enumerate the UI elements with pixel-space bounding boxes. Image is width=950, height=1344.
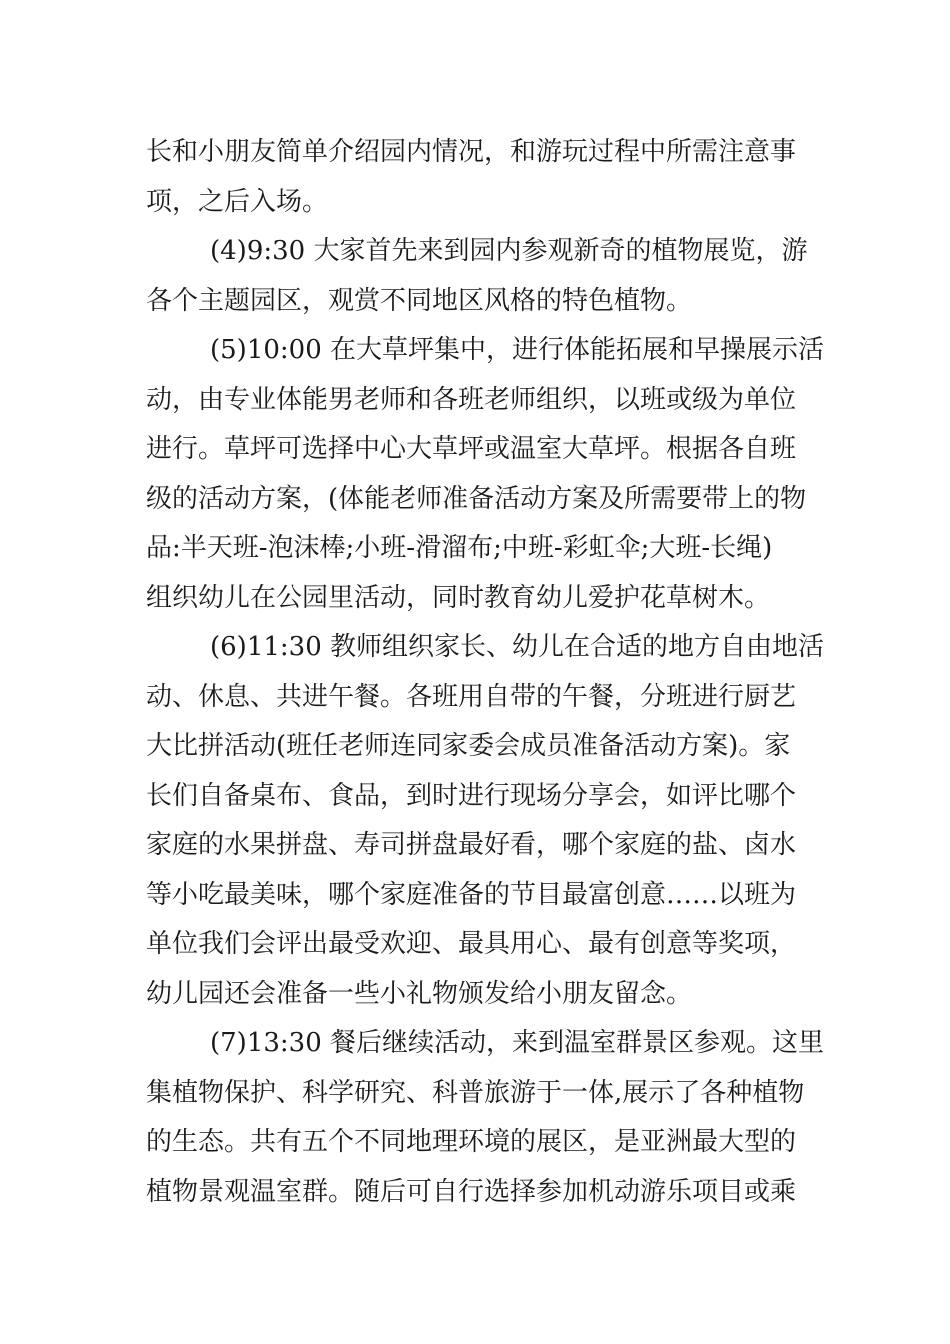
paragraph-step-5 [146,326,825,623]
text-line: 各个主题园区，观赏不同地区风格的特色植物。 [146,285,693,316]
text-line: 集植物保护、科学研究、科普旅游于一体,展示了各种植物 [146,1077,805,1108]
text-line: 组织幼儿在公园里活动，同时教育幼儿爱护花草树木。 [146,582,771,613]
text-line: 长们自备桌布、食品，到时进行现场分享会，如评比哪个 [146,780,797,811]
paragraph-intro [146,128,806,227]
document-body [146,128,825,1217]
text-line: (6)11:30 教师组织家长、幼儿在合适的地方自由地活 [210,632,825,662]
text-line: 项，之后入场。 [146,186,329,217]
text-line: (5)10:00 在大草坪集中，进行体能拓展和早操展示活 [210,335,825,365]
text-line: (4)9:30 大家首先来到园内参观新奇的植物展览，游 [210,236,808,266]
paragraph-step-4 [146,227,806,326]
text-line: 动、休息、共进午餐。各班用自带的午餐，分班进行厨艺 [146,681,797,712]
text-line: (7)13:30 餐后继续活动，来到温室群景区参观。这里 [210,1028,825,1058]
text-line: 等小吃最美味，哪个家庭准备的节目最富创意……以班为 [146,879,797,910]
text-line: 大比拼活动(班任老师连同家委会成员准备活动方案)。家 [146,731,791,761]
text-line: 进行。草坪可选择中心大草坪或温室大草坪。根据各自班 [146,434,797,464]
text-line: 幼儿园还会准备一些小礼物颁发给小朋友留念。 [146,978,693,1009]
text-line: 的生态。共有五个不同地理环境的展区，是亚洲最大型的 [146,1127,797,1157]
text-line: 品:半天班-泡沫棒;小班-滑溜布;中班-彩虹伞;大班-长绳) [146,533,773,563]
text-line: 植物景观温室群。随后可自行选择参加机动游乐项目或乘 [146,1176,797,1207]
text-line: 家庭的水果拼盘、寿司拼盘最好看，哪个家庭的盐、卤水 [146,830,797,860]
text-line: 单位我们会评出最受欢迎、最具用心、最有创意等奖项， [146,929,797,959]
paragraph-step-7 [146,1019,825,1217]
paragraph-step-6 [146,623,825,1019]
text-line: 动，由专业体能男老师和各班老师组织，以班或级为单位 [146,384,797,415]
text-line: 级的活动方案，(体能老师准备活动方案及所需要带上的物 [146,483,807,514]
text-line: 长和小朋友简单介绍园内情况，和游玩过程中所需注意事 [146,137,797,167]
